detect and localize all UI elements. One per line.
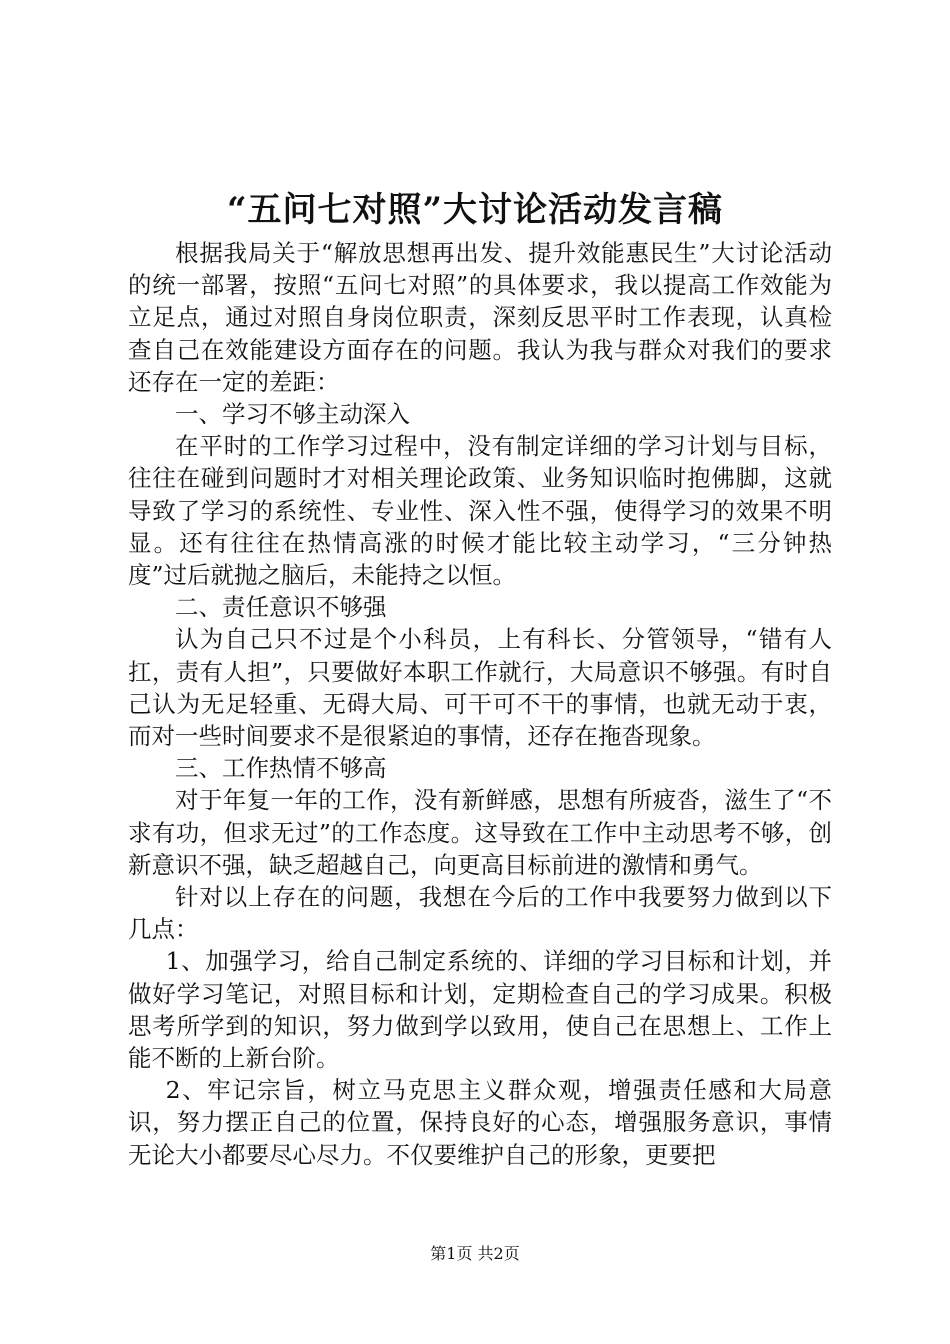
section-paragraph-3: 对于年复一年的工作，没有新鲜感，思想有所疲沓，滋生了“不求有功，但求无过”的工作态度。这导致在工作中主动思考不够，创新意识不强，缺乏超越自己，向更高目标前进的激情和勇气。 (128, 786, 832, 879)
section-paragraph-1: 在平时的工作学习过程中，没有制定详细的学习计划与目标，往往在碰到问题时才对相关理论政策、业务知识临时抱佛脚，这就导致了学习的系统性、专业性、深入性不强，使得学习的效果不明显。还有往往在热情高涨的时候才能比较主动学习，“三分钟热度”过后就抛之脑后，未能持之以恒。 (128, 432, 832, 590)
intro-paragraph: 根据我局关于“解放思想再出发、提升效能惠民生”大讨论活动的统一部署，按照“五问七对照”的具体要求，我以提高工作效能为立足点，通过对照自身岗位职责，深刻反思平时工作表现，认真检查自己在效能建设方面存在的问题。我认为我与群众对我们的要求还存在一定的差距： (128, 239, 832, 396)
section-paragraph-2: 认为自己只不过是个小科员，上有科长、分管领导，“错有人扛，责有人担”，只要做好本职工作就行，大局意识不够强。有时自己认为无足轻重、无碍大局、可干可不干的事情，也就无动于衷，而对一些时间要求不是很紧迫的事情，还存在拖沓现象。 (128, 625, 832, 751)
page-footer: 第1页 共2页 (430, 1244, 520, 1263)
improvement-item-1: 1、加强学习，给自己制定系统的、详细的学习目标和计划，并做好学习笔记，对照目标和计划，定期检查自己的学习成果。积极思考所学到的知识，努力做到学以致用，使自己在思想上、工作上能不断的上新台阶。 (128, 947, 832, 1073)
document-title: “五问七对照”大讨论活动发言稿 (226, 190, 724, 230)
section-heading-2: 二、责任意识不够强 (175, 593, 387, 622)
improvement-intro-paragraph: 针对以上存在的问题，我想在今后的工作中我要努力做到以下几点： (128, 883, 832, 944)
section-heading-1: 一、学习不够主动深入 (175, 400, 410, 429)
section-heading-3: 三、工作热情不够高 (175, 754, 387, 783)
improvement-item-2: 2、牢记宗旨，树立马克思主义群众观，增强责任感和大局意识，努力摆正自己的位置，保持良好的心态，增强服务意识，事情无论大小都要尽心尽力。不仅要维护自己的形象，更要把 (128, 1076, 832, 1169)
document-body (128, 237, 832, 1171)
